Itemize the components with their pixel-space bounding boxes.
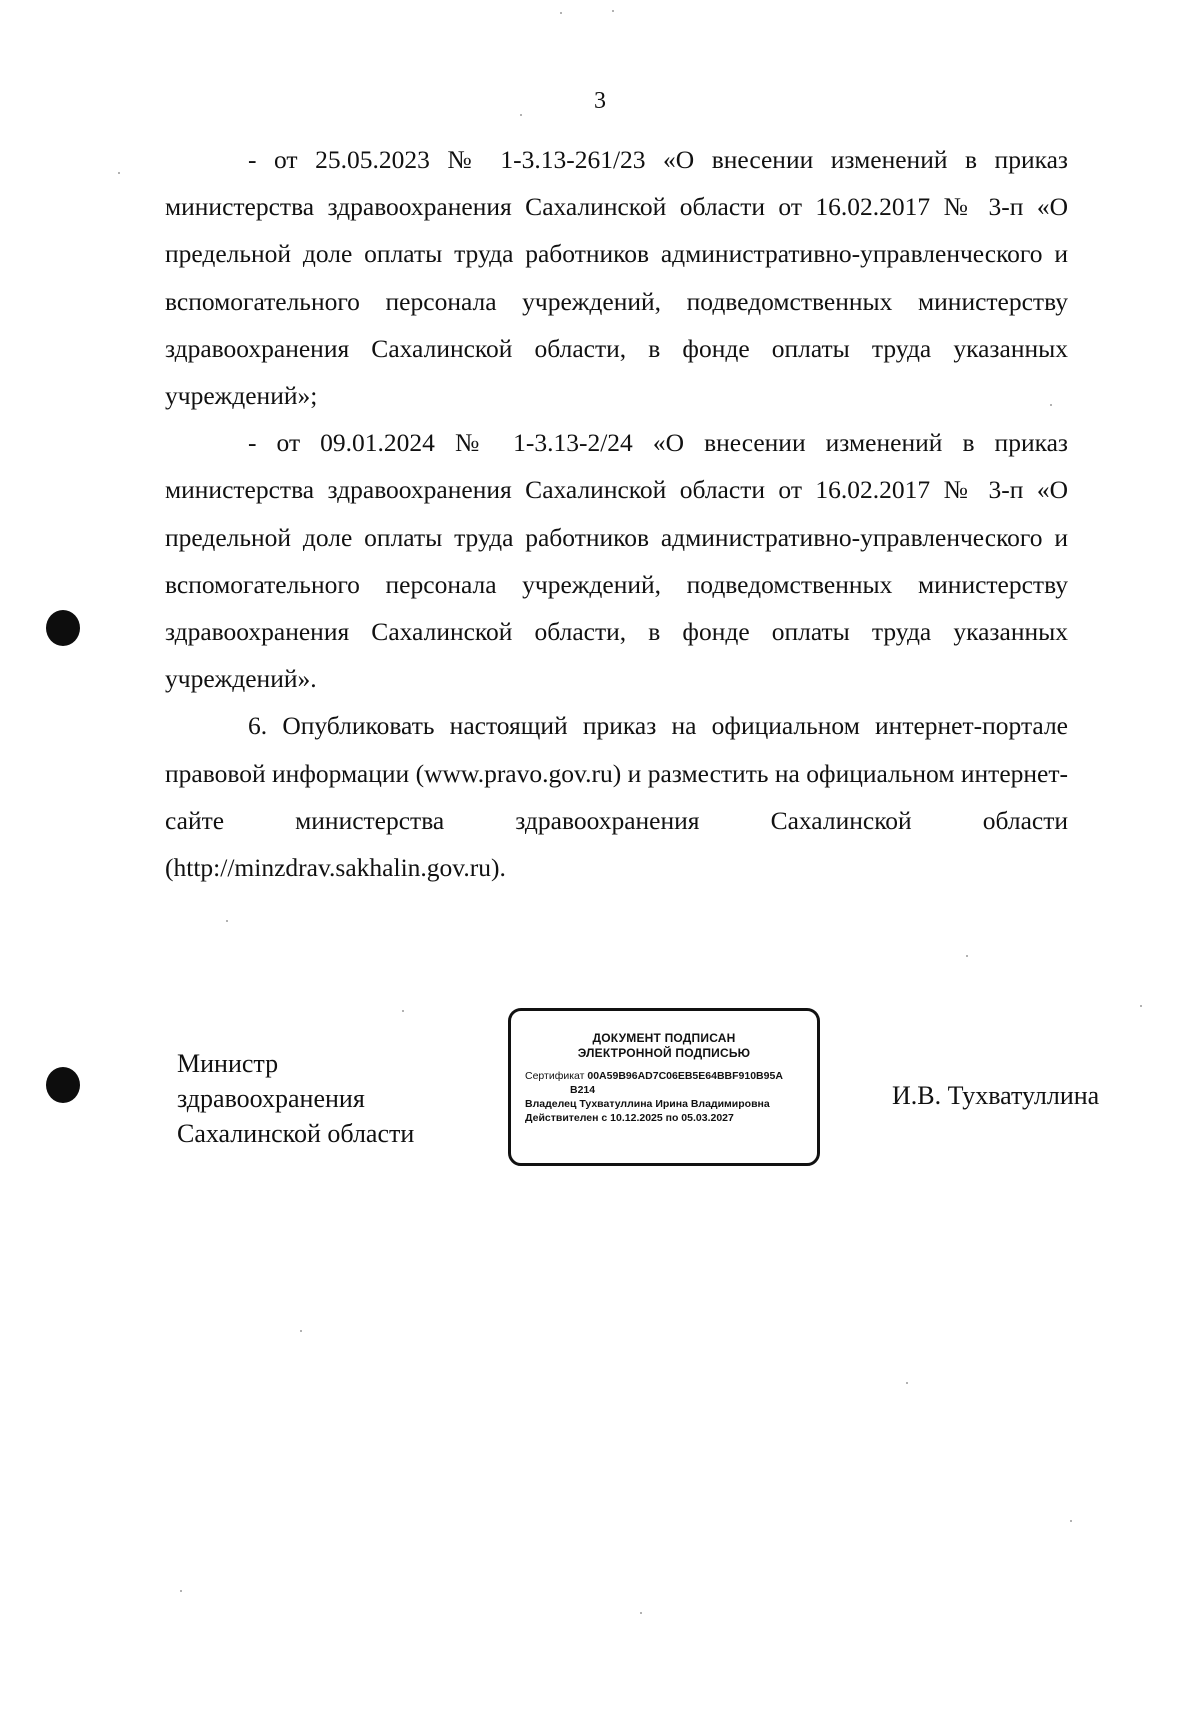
stamp-header-line: ДОКУМЕНТ ПОДПИСАН (592, 1031, 736, 1045)
signature-block (0, 1000, 1200, 1180)
signatory-title-line: Сахалинской области (177, 1119, 415, 1148)
scan-speck (1140, 1005, 1142, 1007)
stamp-header-line: ЭЛЕКТРОННОЙ ПОДПИСЬЮ (577, 1046, 751, 1060)
scan-speck (560, 12, 562, 14)
scan-speck (300, 1330, 302, 1332)
scan-speck (966, 955, 968, 957)
electronic-signature-stamp (508, 1008, 820, 1166)
paragraph-amendment-2023: - от 25.05.2023 № 1-3.13-261/23 «О внесении изменений в приказ министерства здравоохранения Сахалинской области от 16.02.2017 № 3-п «О предельной доле оплаты труда работников административно-управленческого и вспомогательного персонала учреждений, подведомственных министерству здравоохранения Сахалинской области, в фонде оплаты труда указанных учреждений»; (165, 145, 1068, 411)
stamp-certificate-number: 00A59B96AD7C06EB5E64BBF910B95A (587, 1070, 783, 1082)
paragraph-amendment-2024: - от 09.01.2024 № 1-3.13-2/24 «О внесении изменений в приказ министерства здравоохранения Сахалинской области от 16.02.2017 № 3-п «О предельной доле оплаты труда работников административно-управленческого и вспомогательного персонала учреждений, подведомственных министерству здравоохранения Сахалинской области, в фонде оплаты труда указанных учреждений». (165, 428, 1068, 694)
stamp-certificate-number-tail: B214 (570, 1084, 596, 1096)
scan-speck (1050, 404, 1052, 406)
scan-speck (180, 1590, 182, 1592)
paragraph-publication: 6. Опубликовать настоящий приказ на официальном интернет-портале правовой информации (www.pravo.gov.ru) и разместить на официальном интернет-сайте министерства здравоохранения Сахалинской области (http://minzdrav.sakhalin.gov.ru). (165, 711, 1068, 883)
scan-speck (1070, 1520, 1072, 1522)
signer-name: И.В. Тухватуллина (892, 1081, 1100, 1110)
stamp-header (525, 1031, 803, 1061)
scan-speck (520, 114, 522, 116)
stamp-certificate-row (525, 1069, 803, 1097)
scan-speck (226, 920, 228, 922)
stamp-details (525, 1069, 803, 1125)
punch-hole-mark (46, 1067, 80, 1103)
punch-hole-mark (46, 610, 80, 646)
stamp-validity: Действителен с 10.12.2025 по 05.03.2027 (525, 1112, 734, 1124)
signatory-title-line: Министр (177, 1049, 279, 1078)
page-number: 3 (594, 88, 606, 114)
scan-speck (906, 1382, 908, 1384)
scan-speck (118, 172, 120, 174)
scan-speck (640, 1612, 642, 1614)
stamp-certificate-label: Сертификат (525, 1070, 585, 1082)
stamp-owner: Владелец Тухватуллина Ирина Владимировна (525, 1098, 770, 1110)
scan-speck (402, 1010, 404, 1012)
signatory-title (177, 1046, 414, 1151)
document-body (165, 136, 1068, 891)
scan-speck (612, 10, 614, 12)
signatory-title-line: здравоохранения (177, 1084, 365, 1113)
